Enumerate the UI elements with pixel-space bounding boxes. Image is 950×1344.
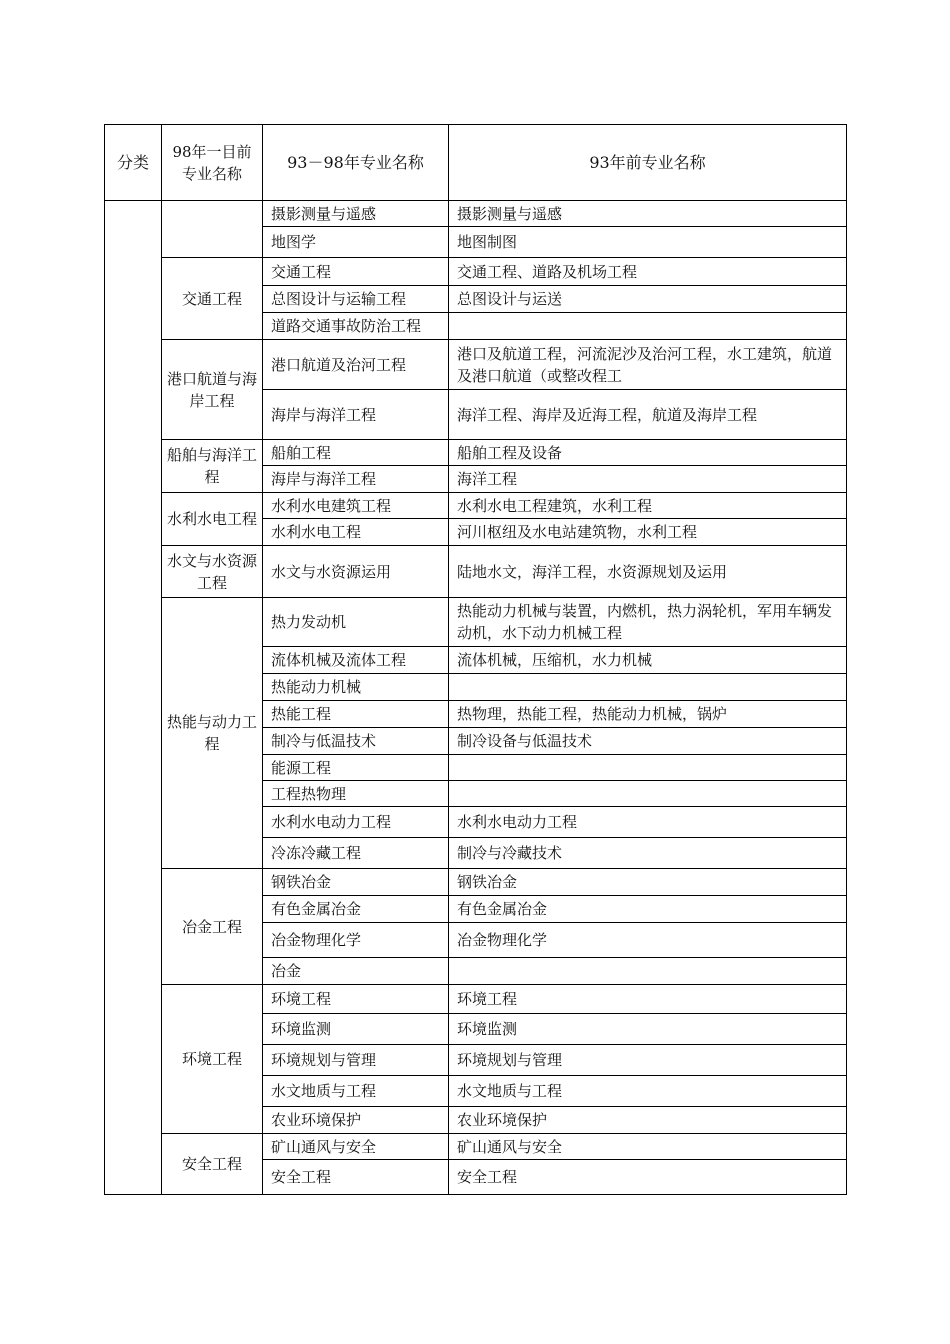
group-name: 交通工程 bbox=[162, 258, 263, 340]
group-name: 水利水电工程 bbox=[162, 493, 263, 546]
mid-name: 流体机械及流体工程 bbox=[263, 647, 449, 674]
old-name: 矿山通风与安全 bbox=[449, 1134, 847, 1160]
mid-name: 水文地质与工程 bbox=[263, 1076, 449, 1107]
group-name: 安全工程 bbox=[162, 1134, 263, 1195]
old-name: 海洋工程 bbox=[449, 466, 847, 493]
mid-name: 有色金属冶金 bbox=[263, 896, 449, 923]
mid-name: 港口航道及治河工程 bbox=[263, 340, 449, 390]
old-name bbox=[449, 781, 847, 807]
old-name: 流体机械，压缩机，水力机械 bbox=[449, 647, 847, 674]
header-pre-93-name: 93年前专业名称 bbox=[449, 125, 847, 201]
old-name bbox=[449, 958, 847, 985]
old-name: 热能动力机械与装置，内燃机，热力涡轮机，军用车辆发动机，水下动力机械工程 bbox=[449, 598, 847, 647]
table-row bbox=[105, 985, 847, 1014]
old-name: 环境工程 bbox=[449, 985, 847, 1014]
mid-name: 总图设计与运输工程 bbox=[263, 286, 449, 313]
old-name: 港口及航道工程，河流泥沙及治河工程，水工建筑，航道及港口航道（或整改程工 bbox=[449, 340, 847, 390]
old-name: 农业环境保护 bbox=[449, 1107, 847, 1134]
old-name: 水利水电动力工程 bbox=[449, 807, 847, 838]
old-name: 制冷设备与低温技术 bbox=[449, 728, 847, 755]
header-current-name: 98年一目前专业名称 bbox=[162, 125, 263, 201]
old-name bbox=[449, 313, 847, 340]
old-name bbox=[449, 674, 847, 701]
group-name: 环境工程 bbox=[162, 985, 263, 1134]
mid-name: 矿山通风与安全 bbox=[263, 1134, 449, 1160]
mid-name: 道路交通事故防治工程 bbox=[263, 313, 449, 340]
mid-name: 环境监测 bbox=[263, 1014, 449, 1045]
mid-name: 安全工程 bbox=[263, 1160, 449, 1195]
mid-name: 交通工程 bbox=[263, 258, 449, 286]
table-row bbox=[105, 201, 847, 227]
table-row bbox=[105, 598, 847, 647]
mid-name: 海岸与海洋工程 bbox=[263, 390, 449, 440]
mid-name: 热力发动机 bbox=[263, 598, 449, 647]
table-row bbox=[105, 1134, 847, 1160]
old-name: 船舶工程及设备 bbox=[449, 440, 847, 466]
table-row bbox=[105, 493, 847, 519]
mid-name: 地图学 bbox=[263, 227, 449, 258]
mid-name: 海岸与海洋工程 bbox=[263, 466, 449, 493]
old-name: 河川枢纽及水电站建筑物，水利工程 bbox=[449, 519, 847, 546]
old-name: 环境监测 bbox=[449, 1014, 847, 1045]
table-row bbox=[105, 340, 847, 390]
mid-name: 水利水电建筑工程 bbox=[263, 493, 449, 519]
old-name: 水文地质与工程 bbox=[449, 1076, 847, 1107]
old-name: 环境规划与管理 bbox=[449, 1045, 847, 1076]
old-name: 安全工程 bbox=[449, 1160, 847, 1195]
mid-name: 热能工程 bbox=[263, 701, 449, 728]
old-name: 有色金属冶金 bbox=[449, 896, 847, 923]
old-name bbox=[449, 755, 847, 781]
mid-name: 冶金物理化学 bbox=[263, 923, 449, 958]
mid-name: 船舶工程 bbox=[263, 440, 449, 466]
mid-name: 农业环境保护 bbox=[263, 1107, 449, 1134]
mid-name: 能源工程 bbox=[263, 755, 449, 781]
old-name: 热物理，热能工程，热能动力机械，锅炉 bbox=[449, 701, 847, 728]
table-row bbox=[105, 440, 847, 466]
mid-name: 环境工程 bbox=[263, 985, 449, 1014]
mid-name: 钢铁冶金 bbox=[263, 869, 449, 896]
header-row bbox=[105, 125, 847, 201]
header-category: 分类 bbox=[105, 125, 162, 201]
old-name: 海洋工程、海岸及近海工程，航道及海岸工程 bbox=[449, 390, 847, 440]
old-name: 钢铁冶金 bbox=[449, 869, 847, 896]
old-name: 地图制图 bbox=[449, 227, 847, 258]
group-name: 港口航道与海岸工程 bbox=[162, 340, 263, 440]
table-row bbox=[105, 869, 847, 896]
category-cell bbox=[105, 201, 162, 1195]
group-name: 冶金工程 bbox=[162, 869, 263, 985]
group-name bbox=[162, 201, 263, 258]
mid-name: 制冷与低温技术 bbox=[263, 728, 449, 755]
header-93-98-name: 93－98年专业名称 bbox=[263, 125, 449, 201]
mid-name: 热能动力机械 bbox=[263, 674, 449, 701]
mid-name: 环境规划与管理 bbox=[263, 1045, 449, 1076]
table-row bbox=[105, 546, 847, 598]
mid-name: 水利水电动力工程 bbox=[263, 807, 449, 838]
mid-name: 冶金 bbox=[263, 958, 449, 985]
group-name: 船舶与海洋工程 bbox=[162, 440, 263, 493]
old-name: 摄影测量与遥感 bbox=[449, 201, 847, 227]
table-row bbox=[105, 258, 847, 286]
group-name: 水文与水资源工程 bbox=[162, 546, 263, 598]
mid-name: 水文与水资源运用 bbox=[263, 546, 449, 598]
old-name: 水利水电工程建筑，水利工程 bbox=[449, 493, 847, 519]
group-name: 热能与动力工程 bbox=[162, 598, 263, 869]
mid-name: 水利水电工程 bbox=[263, 519, 449, 546]
mid-name: 摄影测量与遥感 bbox=[263, 201, 449, 227]
major-name-table bbox=[104, 124, 847, 1195]
old-name: 冶金物理化学 bbox=[449, 923, 847, 958]
mid-name: 冷冻冷藏工程 bbox=[263, 838, 449, 869]
old-name: 总图设计与运送 bbox=[449, 286, 847, 313]
old-name: 陆地水文，海洋工程，水资源规划及运用 bbox=[449, 546, 847, 598]
mid-name: 工程热物理 bbox=[263, 781, 449, 807]
old-name: 制冷与冷藏技术 bbox=[449, 838, 847, 869]
old-name: 交通工程、道路及机场工程 bbox=[449, 258, 847, 286]
